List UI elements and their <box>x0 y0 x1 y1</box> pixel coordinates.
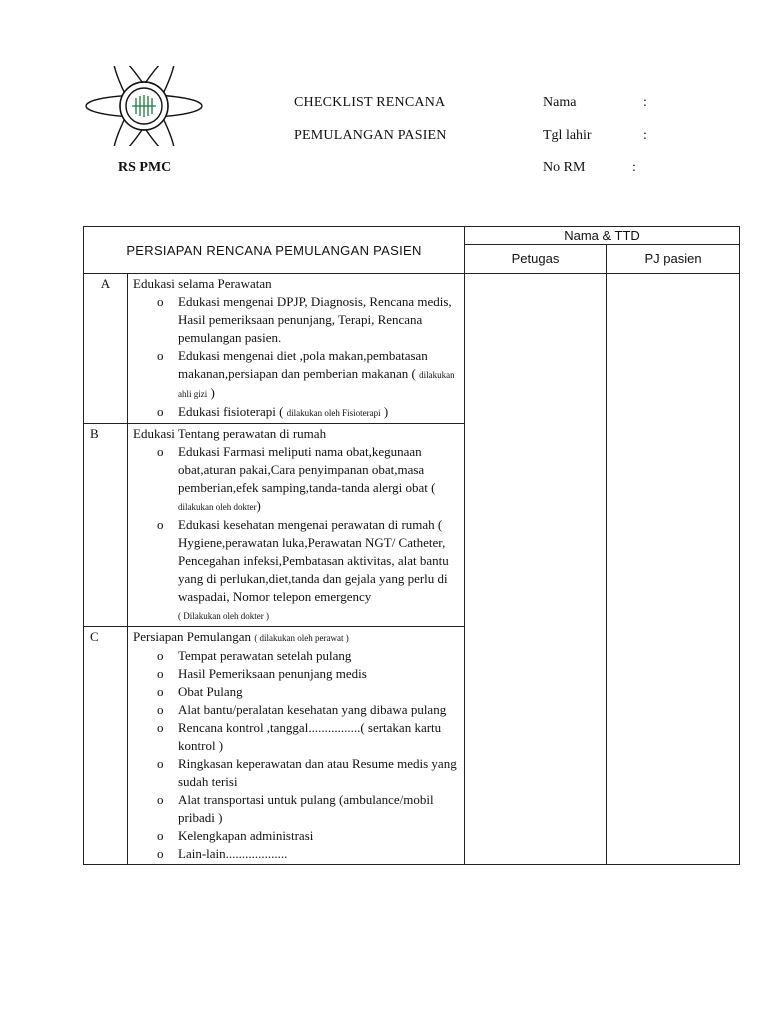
bullet-icon: o <box>157 404 164 419</box>
item-text: Alat bantu/peralatan kesehatan yang dibawa pulang <box>178 702 447 717</box>
bullet-icon: o <box>157 666 164 681</box>
field-label-nama: Nama <box>543 95 577 110</box>
list-item <box>157 403 460 422</box>
item-text: Obat Pulang <box>178 684 243 699</box>
list-item <box>157 293 460 347</box>
bullet-icon: o <box>157 828 164 843</box>
bullet-icon: o <box>157 517 164 532</box>
item-suffix: ) <box>256 498 261 513</box>
section-title: Edukasi selama Perawatan <box>133 276 272 291</box>
field-label-tgl-lahir: Tgl lahir <box>543 128 592 143</box>
list-item <box>157 683 460 701</box>
document-title-line2: PEMULANGAN PASIEN <box>294 128 447 143</box>
list-item <box>157 791 460 827</box>
field-separator: : <box>632 160 636 175</box>
checklist-items <box>133 293 460 422</box>
bullet-icon: o <box>157 702 164 717</box>
org-name: RS PMC <box>118 160 172 175</box>
bullet-icon: o <box>157 648 164 663</box>
section-title: Edukasi Tentang perawatan di rumah <box>133 426 327 441</box>
checklist-table <box>83 226 740 865</box>
item-text: Edukasi Farmasi meliputi nama obat,kegunaan obat,aturan pakai,Cara penyimpanan obat,masa pemberian,efek samping,tanda-tanda alergi obat ( <box>178 444 436 495</box>
item-note: dilakukan oleh Fisioterapi <box>286 408 381 418</box>
document-title-line1: CHECKLIST RENCANA <box>294 95 446 110</box>
section-title-note: ( dilakukan oleh perawat ) <box>254 633 349 643</box>
list-item <box>157 665 460 683</box>
checklist-items <box>133 647 460 863</box>
column-header-petugas: Petugas <box>465 245 607 274</box>
hospital-logo <box>82 66 206 146</box>
section-title-wrap <box>133 628 460 647</box>
field-label-no-rm: No RM <box>543 160 586 175</box>
list-item <box>157 845 460 863</box>
item-text: Rencana kontrol ,tanggal................( sertakan kartu kontrol ) <box>178 720 442 753</box>
field-separator: : <box>643 95 647 110</box>
section-letter: B <box>84 424 128 627</box>
item-note: dilakukan ahli gizi <box>178 370 455 399</box>
bullet-icon: o <box>157 792 164 807</box>
item-note: dilakukan oleh dokter <box>178 502 257 512</box>
bullet-icon: o <box>157 684 164 699</box>
list-item <box>157 701 460 719</box>
item-text: Edukasi mengenai DPJP, Diagnosis, Rencana medis, Hasil pemeriksaan penunjang, Terapi, Rencana pemulangan pasien. <box>178 294 452 345</box>
item-text: Tempat perawatan setelah pulang <box>178 648 352 663</box>
table-main-header: PERSIAPAN RENCANA PEMULANGAN PASIEN <box>84 227 465 274</box>
item-text: Lain-lain................... <box>178 846 288 861</box>
section-content <box>128 627 465 865</box>
section-letter: A <box>84 274 128 424</box>
section-content <box>128 274 465 424</box>
section-letter: C <box>84 627 128 865</box>
list-item <box>157 755 460 791</box>
bullet-icon: o <box>157 294 164 309</box>
section-content <box>128 424 465 627</box>
item-text: Edukasi kesehatan mengenai perawatan di rumah ( Hygiene,perawatan luka,Perawatan NGT/ Catheter, Pencegahan infeksi,Pembatasan aktivitas, alat bantu yang di perlukan,diet,tanda dan gejala yang perlu di waspadai, Nomor telepon emergency <box>178 517 449 604</box>
item-suffix: ) <box>207 385 215 400</box>
field-separator: : <box>643 128 647 143</box>
list-item <box>157 719 460 755</box>
list-item <box>157 827 460 845</box>
bullet-icon: o <box>157 756 164 771</box>
pj-pasien-signature-cell[interactable] <box>607 274 740 865</box>
list-item <box>157 647 460 665</box>
table-row <box>84 274 740 424</box>
list-item <box>157 347 460 403</box>
list-item <box>157 516 460 625</box>
item-suffix: ) <box>380 404 389 419</box>
bullet-icon: o <box>157 846 164 861</box>
bullet-icon: o <box>157 720 164 735</box>
sign-header: Nama & TTD <box>465 227 740 245</box>
column-header-pj-pasien: PJ pasien <box>607 245 740 274</box>
bullet-icon: o <box>157 444 164 459</box>
petugas-signature-cell[interactable] <box>465 274 607 865</box>
checklist-items <box>133 443 460 625</box>
item-text: Hasil Pemeriksaan penunjang medis <box>178 666 367 681</box>
item-note: ( Dilakukan oleh dokter ) <box>178 611 269 621</box>
item-text: Alat transportasi untuk pulang (ambulance/mobil pribadi ) <box>178 792 434 825</box>
list-item <box>157 443 460 516</box>
item-text: Edukasi mengenai diet ,pola makan,pembatasan makanan,persiapan dan pemberian makanan ( <box>178 348 428 381</box>
item-text: Ringkasan keperawatan dan atau Resume medis yang sudah terisi <box>178 756 457 789</box>
bullet-icon: o <box>157 348 164 363</box>
item-text: Kelengkapan administrasi <box>178 828 314 843</box>
item-text: Edukasi fisioterapi ( <box>178 404 287 419</box>
section-title: Persiapan Pemulangan <box>133 629 252 644</box>
